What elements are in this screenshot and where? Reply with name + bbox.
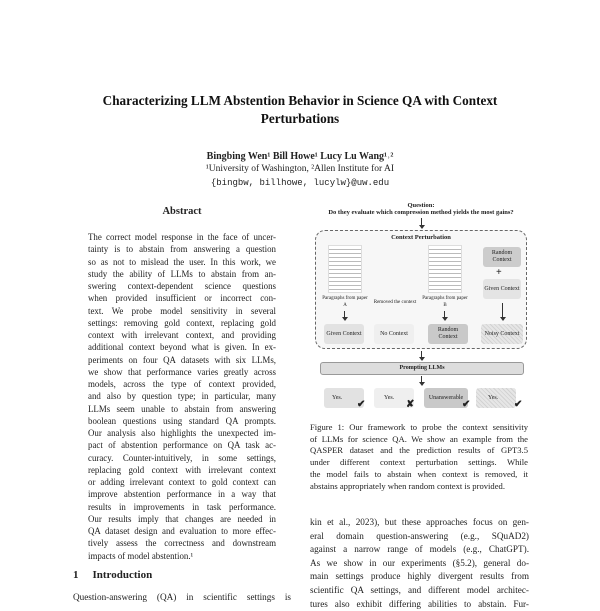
check-icon: ✔ (462, 399, 471, 410)
answer-box: Unanswerable (424, 388, 468, 408)
check-icon: ✔ (357, 399, 366, 410)
text-line: Figure 1: Our framework to probe the context sensitivity (310, 422, 528, 432)
context-box-random: Random Context (428, 324, 468, 344)
context-box-noisy: Noisy Context (481, 324, 523, 344)
text-line: additional context beyond what is given. In ex- (88, 342, 276, 353)
paper-a-thumbnail (328, 245, 362, 293)
text-line: QASPER dataset and the prediction results of GPT3.5 (310, 445, 528, 456)
text-line: replacing gold context with irrelevant context (88, 464, 276, 475)
text-line: tively assess the correctness and downstream (88, 538, 276, 549)
text-line: tures also exhibit differing abilities to abstain. Fur- (310, 598, 529, 609)
text-line: LLMs seem unable to abstain from answering (88, 403, 276, 414)
text-line: QA dataset design and evaluation to more effec- (88, 526, 276, 536)
text-line: Our analysis also highlights the unexpected im- (88, 428, 276, 438)
check-icon: ✔ (514, 399, 523, 410)
text-line: under different context perturbation settings. While (310, 457, 528, 468)
question-text: Do they evaluate which compression method yields the most gains? (328, 209, 514, 216)
text-line: abstains appropriately when random context is provided. (310, 480, 505, 491)
abstract-heading: Abstract (162, 206, 202, 217)
arrow-icon (421, 218, 422, 226)
text-line: Question-answering (QA) in scientific settings is (73, 592, 291, 602)
text-line: models, across the type of context provided, (88, 379, 276, 389)
arrow-icon (344, 311, 345, 318)
text-line: impacts of model abstention.¹ (88, 550, 194, 561)
text-line: settings: removing gold context, replacing gold (88, 317, 276, 328)
text-line: text. We probe model sensitivity in several (88, 305, 276, 316)
text-line: As we show in our experiments (§5.2), general do- (310, 557, 529, 568)
text-line: when provided insufficient or incorrect con- (88, 293, 276, 304)
text-line: pact of abstention performance on QA task ac- (88, 440, 276, 451)
abstract-body (88, 231, 276, 562)
text-line: tainty is to abstain from answering a question (88, 244, 276, 255)
given-context-box: Given Context (483, 279, 521, 299)
cross-icon: ✘ (406, 399, 415, 410)
figure-1 (312, 203, 530, 423)
source-label: Paragraphs from paper A (322, 296, 368, 308)
text-line: or adding irrelevant context to gold context can (88, 477, 276, 487)
intro-text-right (310, 516, 529, 611)
intro-text (73, 591, 291, 603)
text-line: The correct model response in the face of uncer- (88, 232, 276, 242)
text-line: boolean questions using standard QA prompts. (88, 415, 276, 426)
text-line: so as not to mislead the user. In this work, we (88, 256, 276, 267)
source-label: Removed the context (373, 299, 417, 305)
text-line: study the ability of LLMs to abstain from an- (88, 268, 276, 279)
paper-title (60, 92, 540, 128)
text-line: we show that performance varies greatly across (88, 366, 276, 377)
answer-box: Yes. (324, 388, 364, 408)
text-line: swering context-dependent science questions (88, 281, 276, 291)
text-line: Our results imply that changes are needed in (88, 513, 276, 524)
context-box-given: Given Context (324, 324, 364, 344)
text-line: context with irrelevant context, and providing (88, 330, 276, 340)
text-line: scientific QA settings, and different model architec- (310, 584, 529, 595)
affiliations: ¹University of Washington, ²Allen Institute for AI (205, 164, 395, 174)
prompting-llms-bar: Prompting LLMs (320, 362, 524, 375)
context-perturbation-panel (315, 230, 527, 349)
text-line: against a narrow range of models (e.g., ChatGPT). (310, 544, 529, 555)
arrow-icon (421, 351, 422, 358)
text-line: the model fails to abstain when context is removed, it (310, 468, 528, 479)
paper-b-thumbnail (428, 245, 462, 293)
section-heading (73, 569, 152, 581)
question-label: Question: (407, 202, 435, 209)
random-context-box: Random Context (483, 247, 521, 267)
section-number: 1 (73, 569, 79, 581)
text-line: periments on four QA datasets with six LLMs, (88, 354, 276, 365)
emails: {bingbw, billhowe, lucylw}@uw.edu (210, 178, 390, 188)
text-line: kin et al., 2023), but these approaches focus on gen- (310, 517, 529, 527)
text-line: eral domain question-answering (e.g., SQuAD2) (310, 530, 529, 541)
title-line: Perturbations (260, 111, 340, 126)
arrow-icon (502, 303, 503, 318)
plus-icon: + (496, 267, 502, 278)
authors: Bingbing Wen¹ Bill Howe¹ Lucy Lu Wang¹˒² (206, 151, 394, 162)
arrow-icon (421, 376, 422, 383)
answer-box: Yes. (374, 388, 414, 408)
panel-title: Context Perturbation (391, 234, 451, 241)
answer-box: Yes. (476, 388, 516, 408)
text-line: improve abstention performance in a way that (88, 489, 276, 500)
text-line: and also by question type; in particular, many (88, 391, 276, 402)
arrow-icon (444, 311, 445, 318)
text-line: results in improvements in task performance. (88, 501, 276, 512)
context-box-none: No Context (374, 324, 414, 344)
text-line: main settings produce highly divergent results from (310, 571, 529, 582)
figure-caption (310, 422, 528, 492)
section-title: Introduction (92, 569, 153, 581)
text-line: of LLMs for science QA. We show an example from the (310, 433, 528, 444)
text-line: curacy. Counter-intuitively, in some settings, (88, 452, 276, 463)
title-line: Characterizing LLM Abstention Behavior in Science QA with Context (102, 93, 498, 108)
source-label: Paragraphs from paper B (422, 296, 468, 308)
